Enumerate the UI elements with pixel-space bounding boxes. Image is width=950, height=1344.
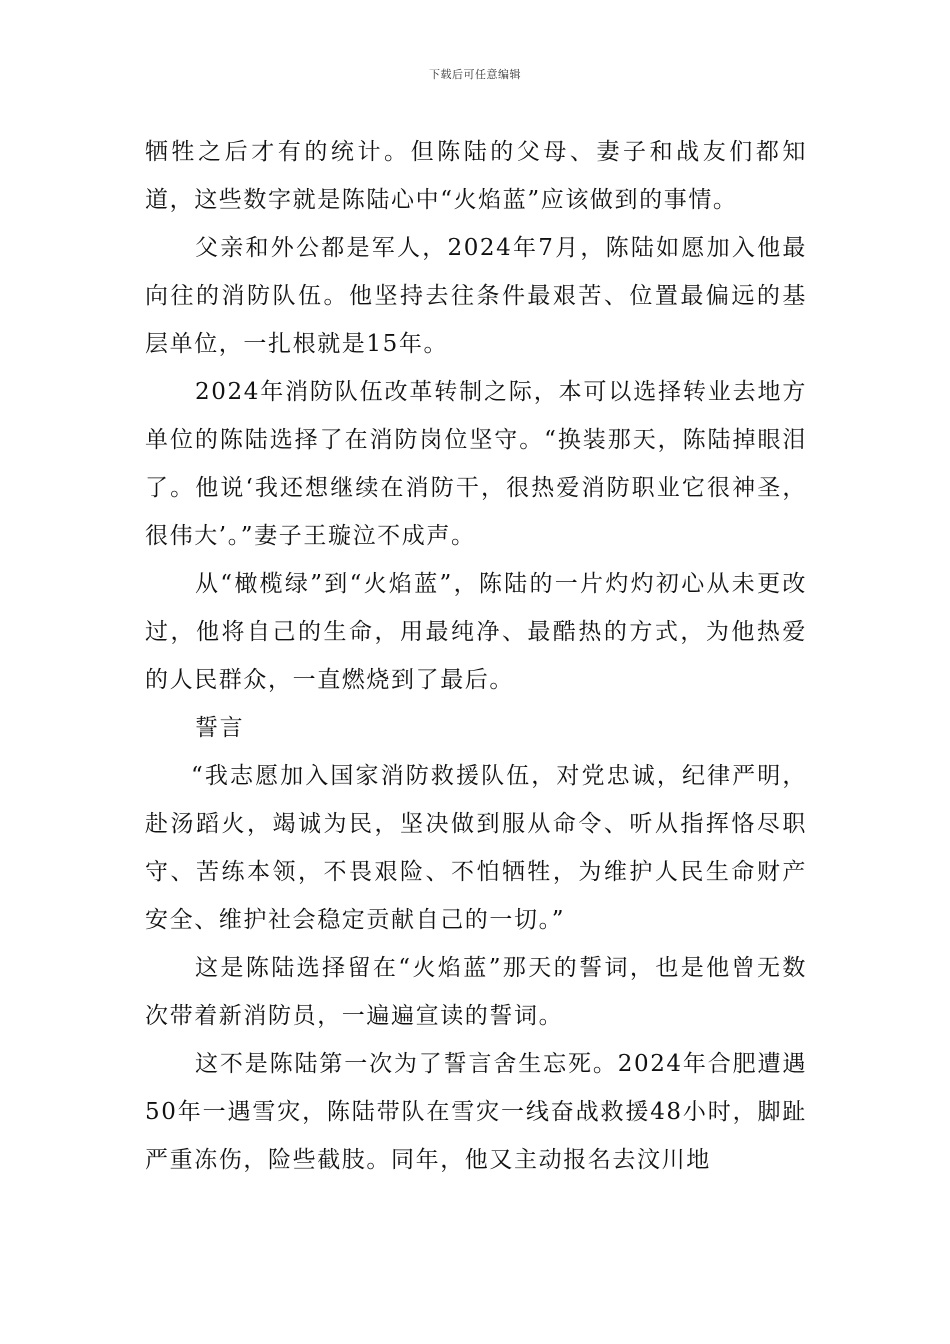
paragraph-snow-disaster: 这不是陈陆第一次为了誓言舍生忘死。2024年合肥遭遇50年一遇雪灾，陈陆带队在雪灾一线奋战救援48小时，脚趾严重冻伤，险些截肢。同年，他又主动报名去汶川地 (145, 1051, 807, 1173)
paragraph-initial-heart: 从“橄榄绿”到“火焰蓝”，陈陆的一片灼灼初心从未更改过，他将自己的生命，用最纯净、最酷热的方式，为他热爱的人民群众，一直燃烧到了最后。 (145, 571, 807, 693)
paragraph-joining: 父亲和外公都是军人，2024年7月，陈陆如愿加入他最向往的消防队伍。他坚持去往条件最艰苦、位置最偏远的基层单位，一扎根就是15年。 (145, 235, 807, 357)
download-note: 下载后可任意编辑 (429, 68, 521, 81)
paragraph-statistics: 牺牲之后才有的统计。但陈陆的父母、妻子和战友们都知道，这些数字就是陈陆心中“火焰蓝”应该做到的事情。 (145, 139, 807, 213)
paragraph-reform: 2024年消防队伍改革转制之际，本可以选择转业去地方单位的陈陆选择了在消防岗位坚守。“换装那天，陈陆掉眼泪了。他说‘我还想继续在消防干，很热爱消防职业它很神圣，很伟大’。”妻子王璇泣不成声。 (145, 379, 807, 549)
paragraph-oath-day: 这是陈陆选择留在“火焰蓝”那天的誓词，也是他曾无数次带着新消防员，一遍遍宣读的誓词。 (145, 955, 807, 1029)
section-heading-oath: 誓言 (195, 715, 245, 741)
paragraph-oath-text: “我志愿加入国家消防救援队伍，对党忠诚，纪律严明，赴汤蹈火，竭诚为民，坚决做到服从命令、听从指挥恪尽职守、苦练本领，不畏艰险、不怕牺牲，为维护人民生命财产安全、维护社会稳定贡献自己的一切。” (145, 763, 807, 933)
document-body (145, 128, 807, 1184)
